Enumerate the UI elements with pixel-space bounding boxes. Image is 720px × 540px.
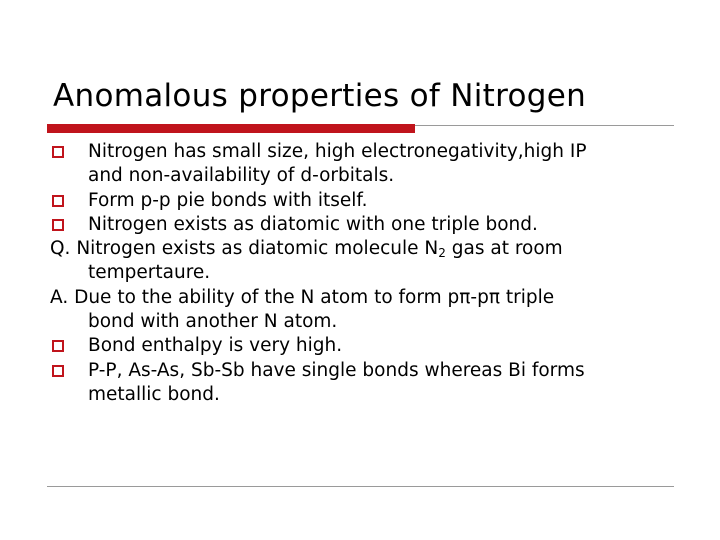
hollow-square-icon bbox=[50, 140, 88, 164]
bullet-text: Bond enthalpy is very high. bbox=[88, 335, 343, 357]
bullet-text-cont: metallic bond. bbox=[88, 383, 220, 405]
answer-text: A. Due to the ability of the N atom to form pπ-pπ triple bbox=[50, 286, 555, 308]
hollow-square-icon bbox=[50, 334, 88, 358]
answer-text-cont: bond with another N atom. bbox=[88, 311, 338, 333]
bullet-item bbox=[50, 359, 680, 408]
question-item bbox=[50, 237, 680, 286]
answer-item bbox=[50, 286, 680, 335]
slide-title: Anomalous properties of Nitrogen bbox=[53, 78, 587, 114]
bullet-text: Nitrogen has small size, high electronegativity,high IP bbox=[88, 141, 587, 162]
bullet-item bbox=[50, 334, 680, 358]
bottom-rule bbox=[47, 486, 674, 487]
question-text-cont: tempertaure. bbox=[88, 262, 211, 284]
bullet-item bbox=[50, 189, 680, 213]
hollow-square-icon bbox=[50, 189, 88, 213]
bullet-text-cont: and non-availability of d-orbitals. bbox=[88, 165, 395, 187]
question-text-tail: gas at room bbox=[445, 238, 563, 260]
bullet-item bbox=[50, 140, 680, 189]
title-underline-accent bbox=[47, 124, 415, 133]
bullet-item bbox=[50, 213, 680, 237]
hollow-square-icon bbox=[50, 213, 88, 237]
slide-content bbox=[50, 140, 680, 407]
bullet-text: Nitrogen exists as diatomic with one triple bond. bbox=[88, 213, 538, 235]
subscript-2: 2 bbox=[438, 246, 446, 261]
bullet-text: Form p-p pie bonds with itself. bbox=[88, 189, 368, 211]
bullet-text: P-P, As-As, Sb-Sb have single bonds whereas Bi forms bbox=[88, 359, 585, 381]
question-text: Q. Nitrogen exists as diatomic molecule N bbox=[50, 238, 439, 260]
hollow-square-icon bbox=[50, 359, 88, 383]
